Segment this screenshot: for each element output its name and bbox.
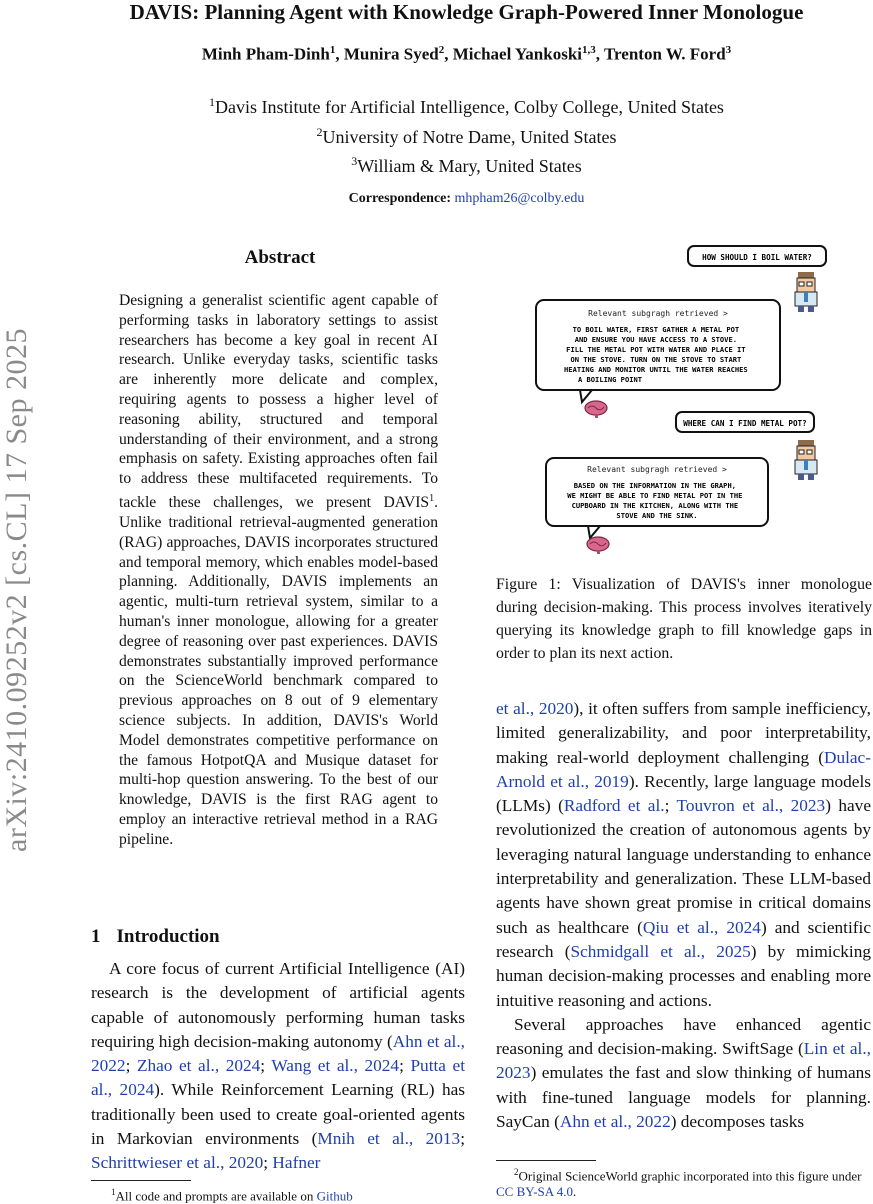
question-bubble-2	[676, 412, 814, 432]
figure-inner-monologue	[520, 240, 850, 560]
affiliation-marker: 1	[209, 95, 216, 109]
citation-link[interactable]: Touvron et al., 2023	[676, 796, 826, 816]
abstract-body	[119, 291, 438, 850]
retrieval-bubble-2	[546, 458, 768, 538]
citation-link[interactable]: et al., 2020	[496, 699, 574, 718]
footnote-text: All code and prompts are available on	[115, 1188, 317, 1204]
body-text: ) by mimicking human decision-making processes and enabling more intuitive reasoning and actions.	[496, 941, 871, 1010]
body-text: A core focus of current Artificial Intelligence (AI) research is the development of artificial agents capable of autonomously performing human tasks requiring high decision-making autonomy (	[91, 959, 465, 1051]
author-affiliation-marker: 3	[725, 44, 732, 56]
footnote-rule	[91, 1180, 191, 1181]
body-text: ) decomposes tasks	[670, 1112, 805, 1132]
body-text: ) and scientific research (	[496, 917, 871, 961]
retrieval-1-line: AND ENSURE YOU HAVE ACCESS TO A STOVE.	[574, 335, 738, 344]
retrieval-1-line: FILL THE METAL POT WITH WATER AND PLACE IT	[566, 345, 746, 354]
footnote-end: .	[572, 1184, 577, 1200]
brain-icon	[587, 537, 609, 554]
license-link[interactable]: CC BY-SA 4.0	[496, 1184, 573, 1200]
citation-link[interactable]: Ahn et al., 2022	[91, 1031, 465, 1076]
intro-paragraph-continued	[496, 697, 871, 1013]
citation-link[interactable]: Ahn et al., 2022	[559, 1112, 671, 1132]
retrieval-2-line: CUPBOARD IN THE KITCHEN, ALONG WITH THE	[571, 501, 739, 510]
paper-title: DAVIS: Planning Agent with Knowledge Graph-Powered Inner Monologue	[129, 0, 804, 24]
retrieval-1-line: HEATING AND MONITOR UNTIL THE WATER REACHES	[564, 365, 748, 374]
intro-column-right	[496, 697, 871, 1134]
citation-link[interactable]: Mnih et al., 2013	[317, 1129, 461, 1149]
author-name: Minh Pham-Dinh	[201, 44, 330, 64]
arxiv-identifier: arXiv:2410.09252v2 [cs.CL] 17 Sep 2025	[0, 328, 33, 852]
body-text: ;	[260, 1056, 272, 1076]
retrieval-1-line: TO BOIL WATER, FIRST GATHER A METAL POT	[572, 325, 740, 334]
body-text: ), it often suffers from sample inefficiency, limited generalizability, and poor interpretability, making real-world deployment challenging (	[496, 699, 871, 767]
retrieval-2-heading: Relevant subgragh retrieved >	[587, 465, 727, 474]
body-text: ;	[125, 1056, 137, 1076]
citation-link[interactable]: Zhao et al., 2024	[136, 1056, 261, 1076]
affiliation-text: University of Notre Dame, United States	[322, 126, 617, 147]
author-name: Munira Syed	[343, 44, 439, 64]
citation-link[interactable]: Radford et al.	[563, 796, 665, 816]
body-text: ). While Reinforcement Learning (RL) has traditionally been used to create goal-oriented agents in Markovian environments (	[91, 1080, 465, 1149]
footnote-1	[111, 1184, 353, 1204]
brain-icon	[585, 401, 607, 418]
retrieval-2-line: STOVE AND THE SINK.	[616, 511, 698, 520]
abstract-heading: Abstract	[244, 247, 316, 268]
correspondence-label: Correspondence:	[348, 191, 452, 206]
body-text: ;	[664, 796, 677, 816]
body-text: Several approaches have enhanced agentic reasoning and decision-making. SwiftSage (	[496, 1014, 871, 1059]
figure-caption: Figure 1: Visualization of DAVIS's inner monologue during decision-making. This process involves iteratively querying its knowledge graph to fill knowledge gaps in order to plan its next action.	[496, 576, 872, 662]
body-text: ) emulates the fast and slow thinking of humans with fine-tuned language models for planning. SayCan (	[496, 1063, 871, 1132]
retrieval-bubble-1	[536, 300, 780, 402]
author-affiliation-marker: 1,3	[582, 44, 596, 56]
section-title: Introduction	[116, 926, 220, 947]
correspondence	[60, 191, 873, 207]
intro-paragraph-left	[91, 957, 465, 1176]
citation-link[interactable]: Putta et al., 2024	[91, 1056, 465, 1100]
abstract-text-part-1: Designing a generalist scientific agent capable of performing tasks in laboratory settings to assist researchers has become a key goal in recent AI research. Unlike everyday tasks, scientific tasks are inherently more delicate and complex, requiring agents to possess a higher level of reasoning ability, structured and temporal understanding of their environment, and a strong emphasis on safety. Existing approaches often fail to address these multifaceted requirements. To tackle these challenges, we present DAVIS	[119, 292, 438, 512]
author-affiliation-marker: 1	[329, 44, 336, 56]
affiliation-marker: 2	[316, 124, 323, 139]
citation-link[interactable]: Lin et al., 2023	[496, 1039, 871, 1083]
author-name: Trenton W. Ford	[603, 44, 726, 64]
abstract-text-part-2: . Unlike traditional retrieval-augmented generation (RAG) approaches, DAVIS incorporates structured and temporal memory, which enables model-based planning. Additionally, DAVIS implements an agentic, multi-turn retrieval system, similar to a human's inner monologue, allowing for a greater degree of reasoning over past experiences. DAVIS demonstrates substantially improved performance on the ScienceWorld benchmark compared to previous approaches on 8 out of 9 elementary science subjects. In addition, DAVIS's World Model demonstrates competitive performance on the famous HotpotQA and Musique dataset for multi-hop question answering. To the best of our knowledge, DAVIS is the first RAG agent to employ an interactive retrieval method in a RAG pipeline.	[119, 494, 438, 848]
body-text: ;	[263, 1153, 273, 1173]
citation-link[interactable]: Dulac-Arnold et al., 2019	[496, 747, 871, 791]
footnote-text: Original ScienceWorld graphic incorporated into this figure under	[518, 1168, 862, 1184]
footnote-2	[496, 1164, 872, 1200]
retrieval-1-line: ON THE STOVE. TURN ON THE STOVE TO START	[570, 355, 742, 364]
body-text: ) have revolutionized the creation of autonomous agents by leveraging natural language understanding to enhance interpretability and generalization. These LLM-based agents have shown great promise in critical domains such as healthcare (	[496, 796, 871, 937]
footnote-number: 2	[514, 1167, 519, 1177]
retrieval-1-line: A BOILING POINT	[577, 375, 643, 384]
affiliation	[60, 149, 873, 179]
footnote-rule	[496, 1160, 596, 1161]
body-text: ;	[399, 1056, 411, 1076]
footnote-number: 1	[111, 1187, 116, 1197]
scientist-icon	[795, 272, 817, 312]
arxiv-sidebar	[0, 290, 40, 890]
affiliation-text: William & Mary, United States	[357, 156, 582, 176]
affiliation-text: Davis Institute for Artificial Intelligence, Colby College, United States	[215, 97, 724, 117]
footnote-marker[interactable]: 1	[429, 492, 435, 504]
citation-link[interactable]: Schmidgall et al., 2025	[570, 941, 751, 961]
section-heading	[91, 926, 220, 948]
retrieval-2-line: BASED ON THE INFORMATION IN THE GRAPH,	[573, 481, 737, 490]
github-link[interactable]: Github	[316, 1188, 353, 1204]
retrieval-1-heading: Relevant subgragh retrieved >	[588, 309, 728, 318]
question-bubble-1	[688, 246, 826, 266]
affiliation	[60, 90, 873, 120]
body-text: ;	[460, 1129, 465, 1149]
section-number: 1	[91, 926, 101, 947]
scientist-icon	[795, 440, 817, 480]
affiliation-marker: 3	[351, 154, 358, 168]
citation-link[interactable]: Qiu et al., 2024	[642, 917, 761, 937]
author-list: Minh Pham-Dinh$^1$, Munira Syed$^2$, Michael Yankoski$^{1,3}$, Trenton W. Ford$^3$	[201, 44, 732, 64]
affiliation-list	[60, 90, 873, 179]
author-name: Michael Yankoski	[452, 44, 583, 64]
citation-link[interactable]: Hafner	[272, 1153, 321, 1173]
question-2-text: WHERE CAN I FIND METAL POT?	[683, 419, 807, 428]
citation-link[interactable]: Schrittwieser et al., 2020	[91, 1153, 264, 1173]
author-affiliation-marker: 2	[438, 44, 445, 56]
citation-link[interactable]: Wang et al., 2024	[271, 1056, 400, 1076]
body-text: ). Recently, large language models (LLMs) (	[496, 771, 871, 816]
correspondence-email-link[interactable]: mhpham26@colby.edu	[454, 191, 585, 206]
retrieval-2-line: WE MIGHT BE ABLE TO FIND METAL POT IN THE	[567, 491, 743, 500]
intro-paragraph-2	[496, 1013, 871, 1134]
affiliation	[60, 120, 873, 150]
question-1-text: HOW SHOULD I BOIL WATER?	[702, 253, 812, 262]
